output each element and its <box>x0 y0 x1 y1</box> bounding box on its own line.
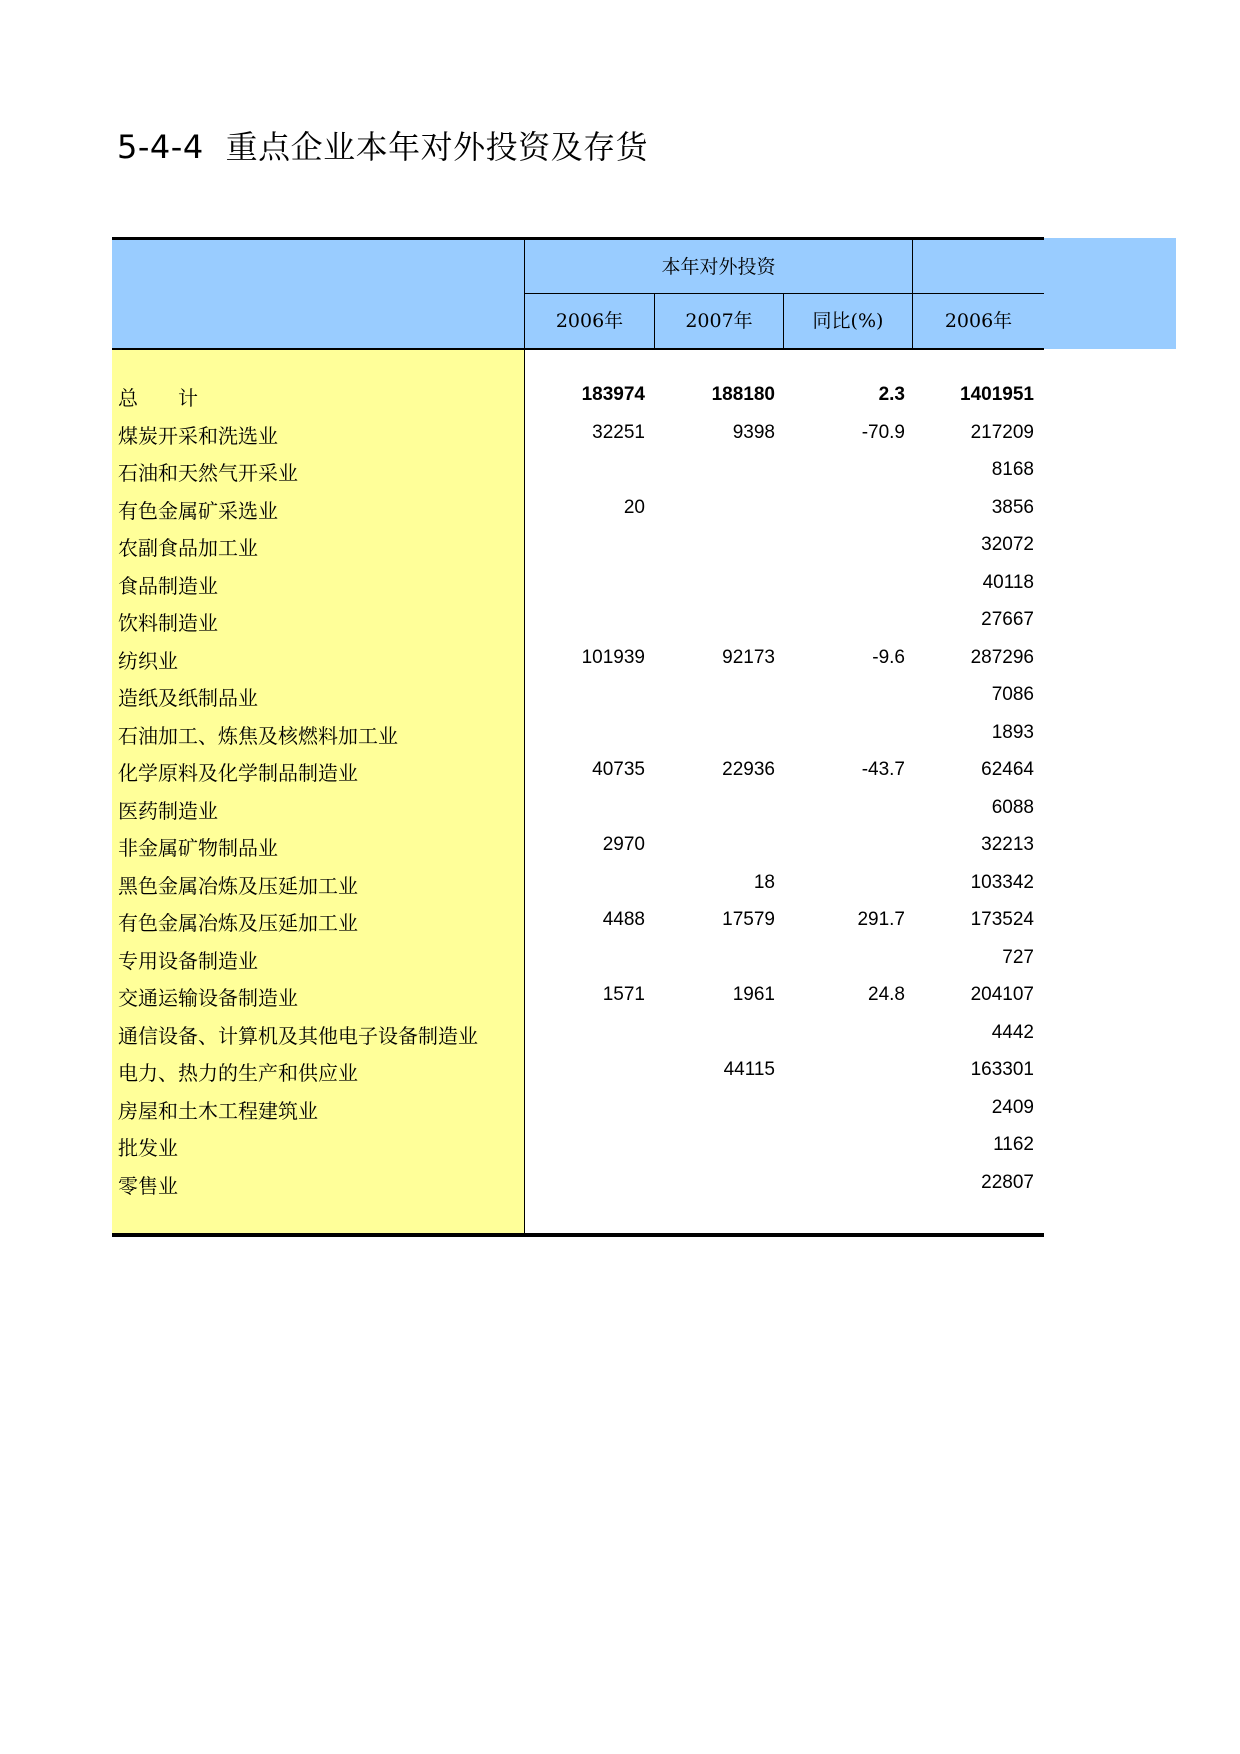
cell-2007-investment: 22936 <box>722 759 775 780</box>
row-label: 造纸及纸制品业 <box>118 686 258 710</box>
row-label: 农副食品加工业 <box>118 536 258 560</box>
table-row <box>112 903 1044 941</box>
cell-2007-investment: 188180 <box>711 384 775 405</box>
table-row <box>112 753 1044 791</box>
table-row <box>112 491 1044 529</box>
table-row <box>112 603 1044 641</box>
cell-2006-inventory: 6088 <box>991 796 1034 818</box>
cell-2006-inventory: 1401951 <box>960 384 1034 405</box>
column-header-2007-investment: 2007年 <box>685 310 753 332</box>
cell-2006-inventory: 217209 <box>970 421 1034 443</box>
cell-2006-inventory: 2409 <box>991 1096 1034 1118</box>
cell-yoy: -9.6 <box>872 646 905 668</box>
row-label: 饮料制造业 <box>118 611 218 635</box>
cell-2006-inventory: 163301 <box>970 1059 1034 1080</box>
row-label: 化学原料及化学制品制造业 <box>118 761 358 785</box>
cell-2006-inventory: 173524 <box>970 909 1034 930</box>
cell-2006-inventory: 22807 <box>981 1171 1034 1193</box>
row-label: 食品制造业 <box>118 573 218 598</box>
cell-2006-inventory: 4442 <box>991 1021 1034 1043</box>
cell-2006-investment: 20 <box>623 496 645 518</box>
column-header-2006-inventory: 2006年 <box>944 310 1013 332</box>
table-row <box>112 791 1044 829</box>
cell-2006-inventory: 62464 <box>981 759 1034 780</box>
cell-2007-investment: 17579 <box>722 909 775 930</box>
row-label: 通信设备、计算机及其他电子设备制造业 <box>118 1023 478 1048</box>
cell-2006-inventory: 3856 <box>991 496 1034 518</box>
header-bottom-rule <box>112 348 1044 350</box>
row-label: 电力、热力的生产和供应业 <box>118 1061 358 1085</box>
cell-2006-investment: 40735 <box>592 759 645 780</box>
cell-2006-inventory: 7086 <box>991 684 1034 705</box>
page-title <box>117 122 648 168</box>
table-row <box>112 1053 1044 1091</box>
table-row <box>112 566 1044 604</box>
cell-2007-investment: 1961 <box>732 984 775 1005</box>
table-row <box>112 1128 1044 1166</box>
cell-2007-investment: 92173 <box>722 646 775 668</box>
table-row <box>112 528 1044 566</box>
cell-2006-investment: 1571 <box>602 984 645 1005</box>
cell-yoy: -70.9 <box>861 421 905 443</box>
cell-2006-inventory: 727 <box>1002 946 1034 968</box>
cell-2006-inventory: 1893 <box>991 721 1034 743</box>
cell-2006-inventory: 32213 <box>981 834 1034 855</box>
cell-2006-inventory: 204107 <box>970 984 1034 1005</box>
cell-2006-inventory: 1162 <box>993 1134 1034 1155</box>
table-row <box>112 1016 1044 1054</box>
group-header-rule <box>525 293 1044 294</box>
row-label: 煤炭开采和洗选业 <box>118 423 278 448</box>
cell-2007-investment: 9398 <box>732 421 775 443</box>
row-label: 有色金属冶炼及压延加工业 <box>118 911 358 935</box>
table-title: 重点企业本年对外投资及存货 <box>225 128 649 166</box>
row-label: 总 计 <box>118 386 198 410</box>
table-row <box>112 1166 1044 1204</box>
row-label: 批发业 <box>118 1136 178 1160</box>
cell-2006-inventory: 287296 <box>970 646 1034 668</box>
cell-2006-investment: 32251 <box>592 421 645 443</box>
cell-yoy: -43.7 <box>861 759 905 780</box>
top-rule <box>112 237 1044 240</box>
row-label: 有色金属矿采选业 <box>118 498 278 523</box>
table-row <box>112 453 1044 491</box>
table-code: 5-4-4 <box>117 128 204 166</box>
cell-2006-inventory: 40118 <box>982 571 1034 593</box>
row-label: 非金属矿物制品业 <box>118 836 278 860</box>
table-row <box>112 716 1044 754</box>
table-row <box>112 978 1044 1016</box>
table-row <box>112 941 1044 979</box>
cell-yoy: 24.8 <box>868 984 905 1005</box>
column-header-yoy: 同比(%) <box>812 310 884 332</box>
cell-2007-investment: 18 <box>753 871 775 893</box>
table-row <box>112 828 1044 866</box>
table-row <box>112 416 1044 454</box>
cell-yoy: 291.7 <box>857 909 905 930</box>
bottom-rule <box>112 1233 1044 1237</box>
cell-2006-inventory: 27667 <box>981 609 1034 630</box>
cell-2006-investment: 101939 <box>581 646 645 668</box>
row-label: 黑色金属冶炼及压延加工业 <box>118 873 358 898</box>
table-row <box>112 678 1044 716</box>
table-row <box>112 866 1044 904</box>
row-label: 医药制造业 <box>118 798 218 823</box>
cell-2006-investment: 183974 <box>581 384 645 405</box>
table-row <box>112 1091 1044 1129</box>
column-header-2006-investment: 2006年 <box>555 310 624 332</box>
cell-2006-inventory: 32072 <box>981 534 1034 555</box>
row-label: 纺织业 <box>118 648 178 673</box>
row-label: 房屋和土木工程建筑业 <box>118 1098 318 1123</box>
table-body <box>112 378 1044 1203</box>
row-label: 零售业 <box>118 1173 178 1198</box>
group-header-investment: 本年对外投资 <box>661 256 776 278</box>
cell-2006-inventory: 8168 <box>991 459 1034 480</box>
row-label: 石油加工、炼焦及核燃料加工业 <box>118 723 398 748</box>
total-row <box>112 378 1044 416</box>
cell-2006-investment: 4488 <box>602 909 645 930</box>
cell-2006-inventory: 103342 <box>970 871 1034 893</box>
cell-yoy: 2.3 <box>878 384 905 405</box>
row-label: 交通运输设备制造业 <box>118 986 298 1010</box>
cell-2006-investment: 2970 <box>602 834 645 855</box>
row-label: 专用设备制造业 <box>118 948 258 973</box>
table-row <box>112 641 1044 679</box>
cell-2007-investment: 44115 <box>723 1059 775 1080</box>
row-label: 石油和天然气开采业 <box>118 461 298 485</box>
